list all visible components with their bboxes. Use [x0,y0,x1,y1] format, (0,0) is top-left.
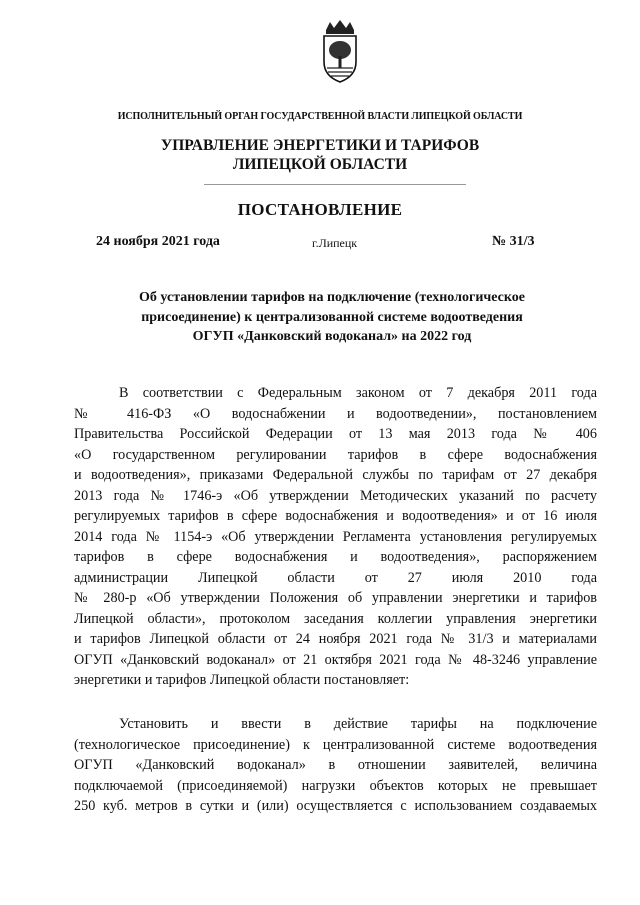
paragraph-line: 2014 года № 1154-э «Об утверждении Регламента установления регулируемых [74,528,597,545]
paragraph-line: подключаемой (присоединяемой) нагрузки объектов которых не превышает [74,777,597,794]
paragraph-line: Правительства Российской Федерации от 13 мая 2013 года № 406 [74,426,597,442]
subject-line: присоединение) к централизованной системе водоотведения [141,309,523,325]
body-paragraph-preamble [74,383,597,691]
document-city: г.Липецк [312,236,358,250]
document-subject [96,288,568,347]
document-type-title: ПОСТАНОВЛЕНИЕ [237,200,403,219]
paragraph-line: ОГУП «Данковский водоканал» от 21 октября 2021 года № 48-3246 управление [74,651,597,668]
document-date: 24 ноября 2021 года [96,234,220,249]
agency-name [0,136,640,174]
paragraph-line: регулируемых тарифов в сфере водоснабжения и водоотведения» и от 16 июля [74,508,597,524]
paragraph-line: (технологическое присоединение) к централизованной системе водоотведения [74,736,597,753]
coat-of-arms-emblem [318,18,362,84]
paragraph-line: и тарифов Липецкой области от 24 ноября 2021 года № 31/3 и материалами [74,631,597,647]
subject-line: Об установлении тарифов на подключение (технологическое [139,290,525,305]
body-paragraph-resolution [74,714,597,817]
header-divider [204,184,466,185]
paragraph-line: 250 куб. метров в сутки и (или) осуществляется с использованием создаваемых [74,798,597,814]
paragraph-line: В соответствии с Федеральным законом от 7 декабря 2011 года [119,385,597,401]
paragraph-line: ОГУП «Данковский водоканал» в отношении заявителей, величина [74,757,597,773]
paragraph-line: № 416-ФЗ «О водоснабжении и водоотведении», постановлением [74,405,597,422]
paragraph-line: администрации Липецкой области от 27 июля 2010 года [74,569,597,586]
agency-name-line2: ЛИПЕЦКОЙ ОБЛАСТИ [232,156,408,173]
paragraph-line: тарифов в сфере водоснабжения и водоотведения», распоряжением [74,549,597,565]
paragraph-line: и водоотведения», приказами Федеральной службы по тарифам от 27 декабря [74,467,597,483]
paragraph-line: Липецкой области», протоколом заседания коллегии управления энергетики [74,610,597,627]
document-number: № 31/3 [492,234,535,249]
subject-line: ОГУП «Данковский водоканал» на 2022 год [192,329,472,344]
issuing-authority: ИСПОЛНИТЕЛЬНЫЙ ОРГАН ГОСУДАРСТВЕННОЙ ВЛАСТИ ЛИПЕЦКОЙ ОБЛАСТИ [117,111,523,122]
paragraph-line: энергетики и тарифов Липецкой области постановляет: [74,672,410,688]
paragraph-line: № 280-р «Об утверждении Положения об управлении энергетики и тарифов [74,590,597,606]
paragraph-line: 2013 года № 1746-э «Об утверждении Методических указаний по расчету [74,487,597,504]
agency-name-line1: УПРАВЛЕНИЕ ЭНЕРГЕТИКИ И ТАРИФОВ [160,137,480,154]
paragraph-line: «О государственном регулировании тарифов в сфере водоснабжения [74,446,597,463]
paragraph-line: Установить и ввести в действие тарифы на подключение [119,716,597,732]
